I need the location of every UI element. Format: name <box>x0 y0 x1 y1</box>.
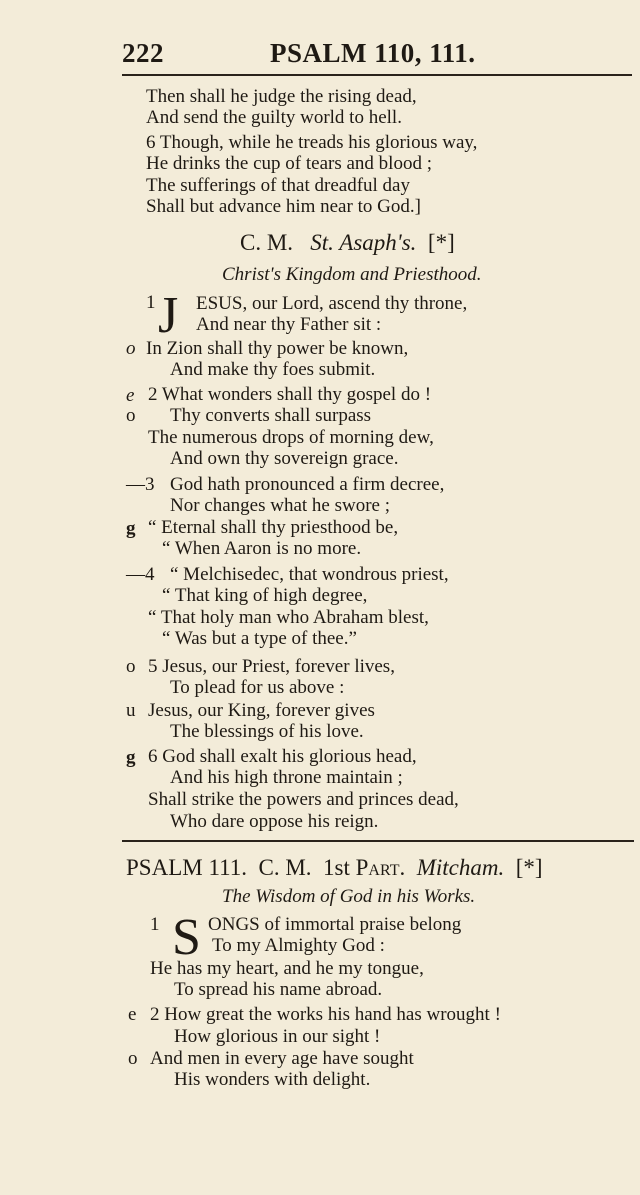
verse-line: He has my heart, and he my tongue, <box>150 958 424 979</box>
verse-line: He drinks the cup of tears and blood ; <box>146 153 432 174</box>
verse-line: Shall but advance him near to God.] <box>146 196 421 217</box>
dynamic-mark: —3 <box>126 474 155 495</box>
meter: C. M. <box>258 855 312 880</box>
verse-line: How glorious in our sight ! <box>174 1026 381 1047</box>
verse-line: Then shall he judge the rising dead, <box>146 86 417 107</box>
verse-line: To spread his name abroad. <box>174 979 383 1000</box>
dynamic-mark: e <box>128 1004 137 1025</box>
header-rule <box>122 74 632 76</box>
verse-line: In Zion shall thy power be known, <box>146 338 409 359</box>
verse-line: Nor changes what he swore ; <box>170 495 391 516</box>
verse-line: And men in every age have sought <box>150 1048 414 1069</box>
verse-line: The sufferings of that dreadful day <box>146 175 410 196</box>
hymn-heading <box>240 230 455 256</box>
verse-line: “ That king of high degree, <box>162 585 368 606</box>
dynamic-mark: o <box>126 338 136 359</box>
dynamic-mark: —4 <box>126 564 155 585</box>
meter: C. M. <box>240 230 294 255</box>
verse-line: To plead for us above : <box>170 677 345 698</box>
page-number: 222 <box>122 38 164 68</box>
dynamic-mark: o <box>126 405 136 426</box>
verse-line: To my Almighty God : <box>212 935 385 956</box>
bracket-mark: [*] <box>427 230 455 255</box>
verse-line: ESUS, our Lord, ascend thy throne, <box>196 293 468 314</box>
verse-line: And near thy Father sit : <box>196 314 382 335</box>
dynamic-mark: o <box>126 656 136 677</box>
psalm-heading <box>126 855 543 881</box>
verse-line: Who dare oppose his reign. <box>170 811 379 832</box>
verse-line: 2 What wonders shall thy gospel do ! <box>148 384 432 405</box>
part-number: 1st <box>323 855 350 880</box>
dynamic-mark: e <box>126 385 135 406</box>
bracket-mark: [*] <box>515 855 543 880</box>
verse-line: 5 Jesus, our Priest, forever lives, <box>148 656 395 677</box>
verse-line: And his high throne maintain ; <box>170 767 403 788</box>
section-rule <box>122 840 634 842</box>
verse-line: “ Was but a type of thee.” <box>162 628 357 649</box>
verse-number: 1 <box>146 292 156 313</box>
verse-line: “ That holy man who Abraham blest, <box>148 607 429 628</box>
verse-line: Shall strike the powers and princes dead, <box>148 789 459 810</box>
verse-line: 2 How great the works his hand has wrought ! <box>150 1004 501 1025</box>
verse-line: His wonders with delight. <box>174 1069 371 1090</box>
hymn-subtitle: The Wisdom of God in his Works. <box>222 886 476 907</box>
part-word: Part. <box>355 855 406 880</box>
verse-number: 1 <box>150 914 160 935</box>
psalm-number: PSALM 111. <box>126 855 247 880</box>
verse-line: The numerous drops of morning dew, <box>148 427 434 448</box>
verse-line: And make thy foes submit. <box>170 359 376 380</box>
verse-line: The blessings of his love. <box>170 721 364 742</box>
tune-name: Mitcham. <box>416 855 505 880</box>
verse-line: “ When Aaron is no more. <box>162 538 362 559</box>
dynamic-mark: g <box>126 518 136 539</box>
tune-name: St. Asaph's. <box>310 230 417 255</box>
verse-line: God hath pronounced a firm decree, <box>170 474 445 495</box>
verse-line: “ Eternal shall thy priesthood be, <box>148 517 399 538</box>
drop-cap: J <box>158 287 179 344</box>
running-head: PSALM 110, 111. <box>270 38 476 68</box>
verse-line: “ Melchisedec, that wondrous priest, <box>170 564 449 585</box>
verse-line: Thy converts shall surpass <box>170 405 372 426</box>
page-header <box>122 38 632 78</box>
verse-line: 6 Though, while he treads his glorious way, <box>146 132 478 153</box>
hymn-subtitle: Christ's Kingdom and Priesthood. <box>222 264 482 285</box>
dynamic-mark: u <box>126 700 136 721</box>
verse-line: ONGS of immortal praise belong <box>208 914 462 935</box>
verse-line: 6 God shall exalt his glorious head, <box>148 746 417 767</box>
verse-line: Jesus, our King, forever gives <box>148 700 375 721</box>
verse-line: And send the guilty world to hell. <box>146 107 402 128</box>
drop-cap: S <box>172 909 201 966</box>
dynamic-mark: g <box>126 747 136 768</box>
verse-line: And own thy sovereign grace. <box>170 448 399 469</box>
dynamic-mark: o <box>128 1048 138 1069</box>
